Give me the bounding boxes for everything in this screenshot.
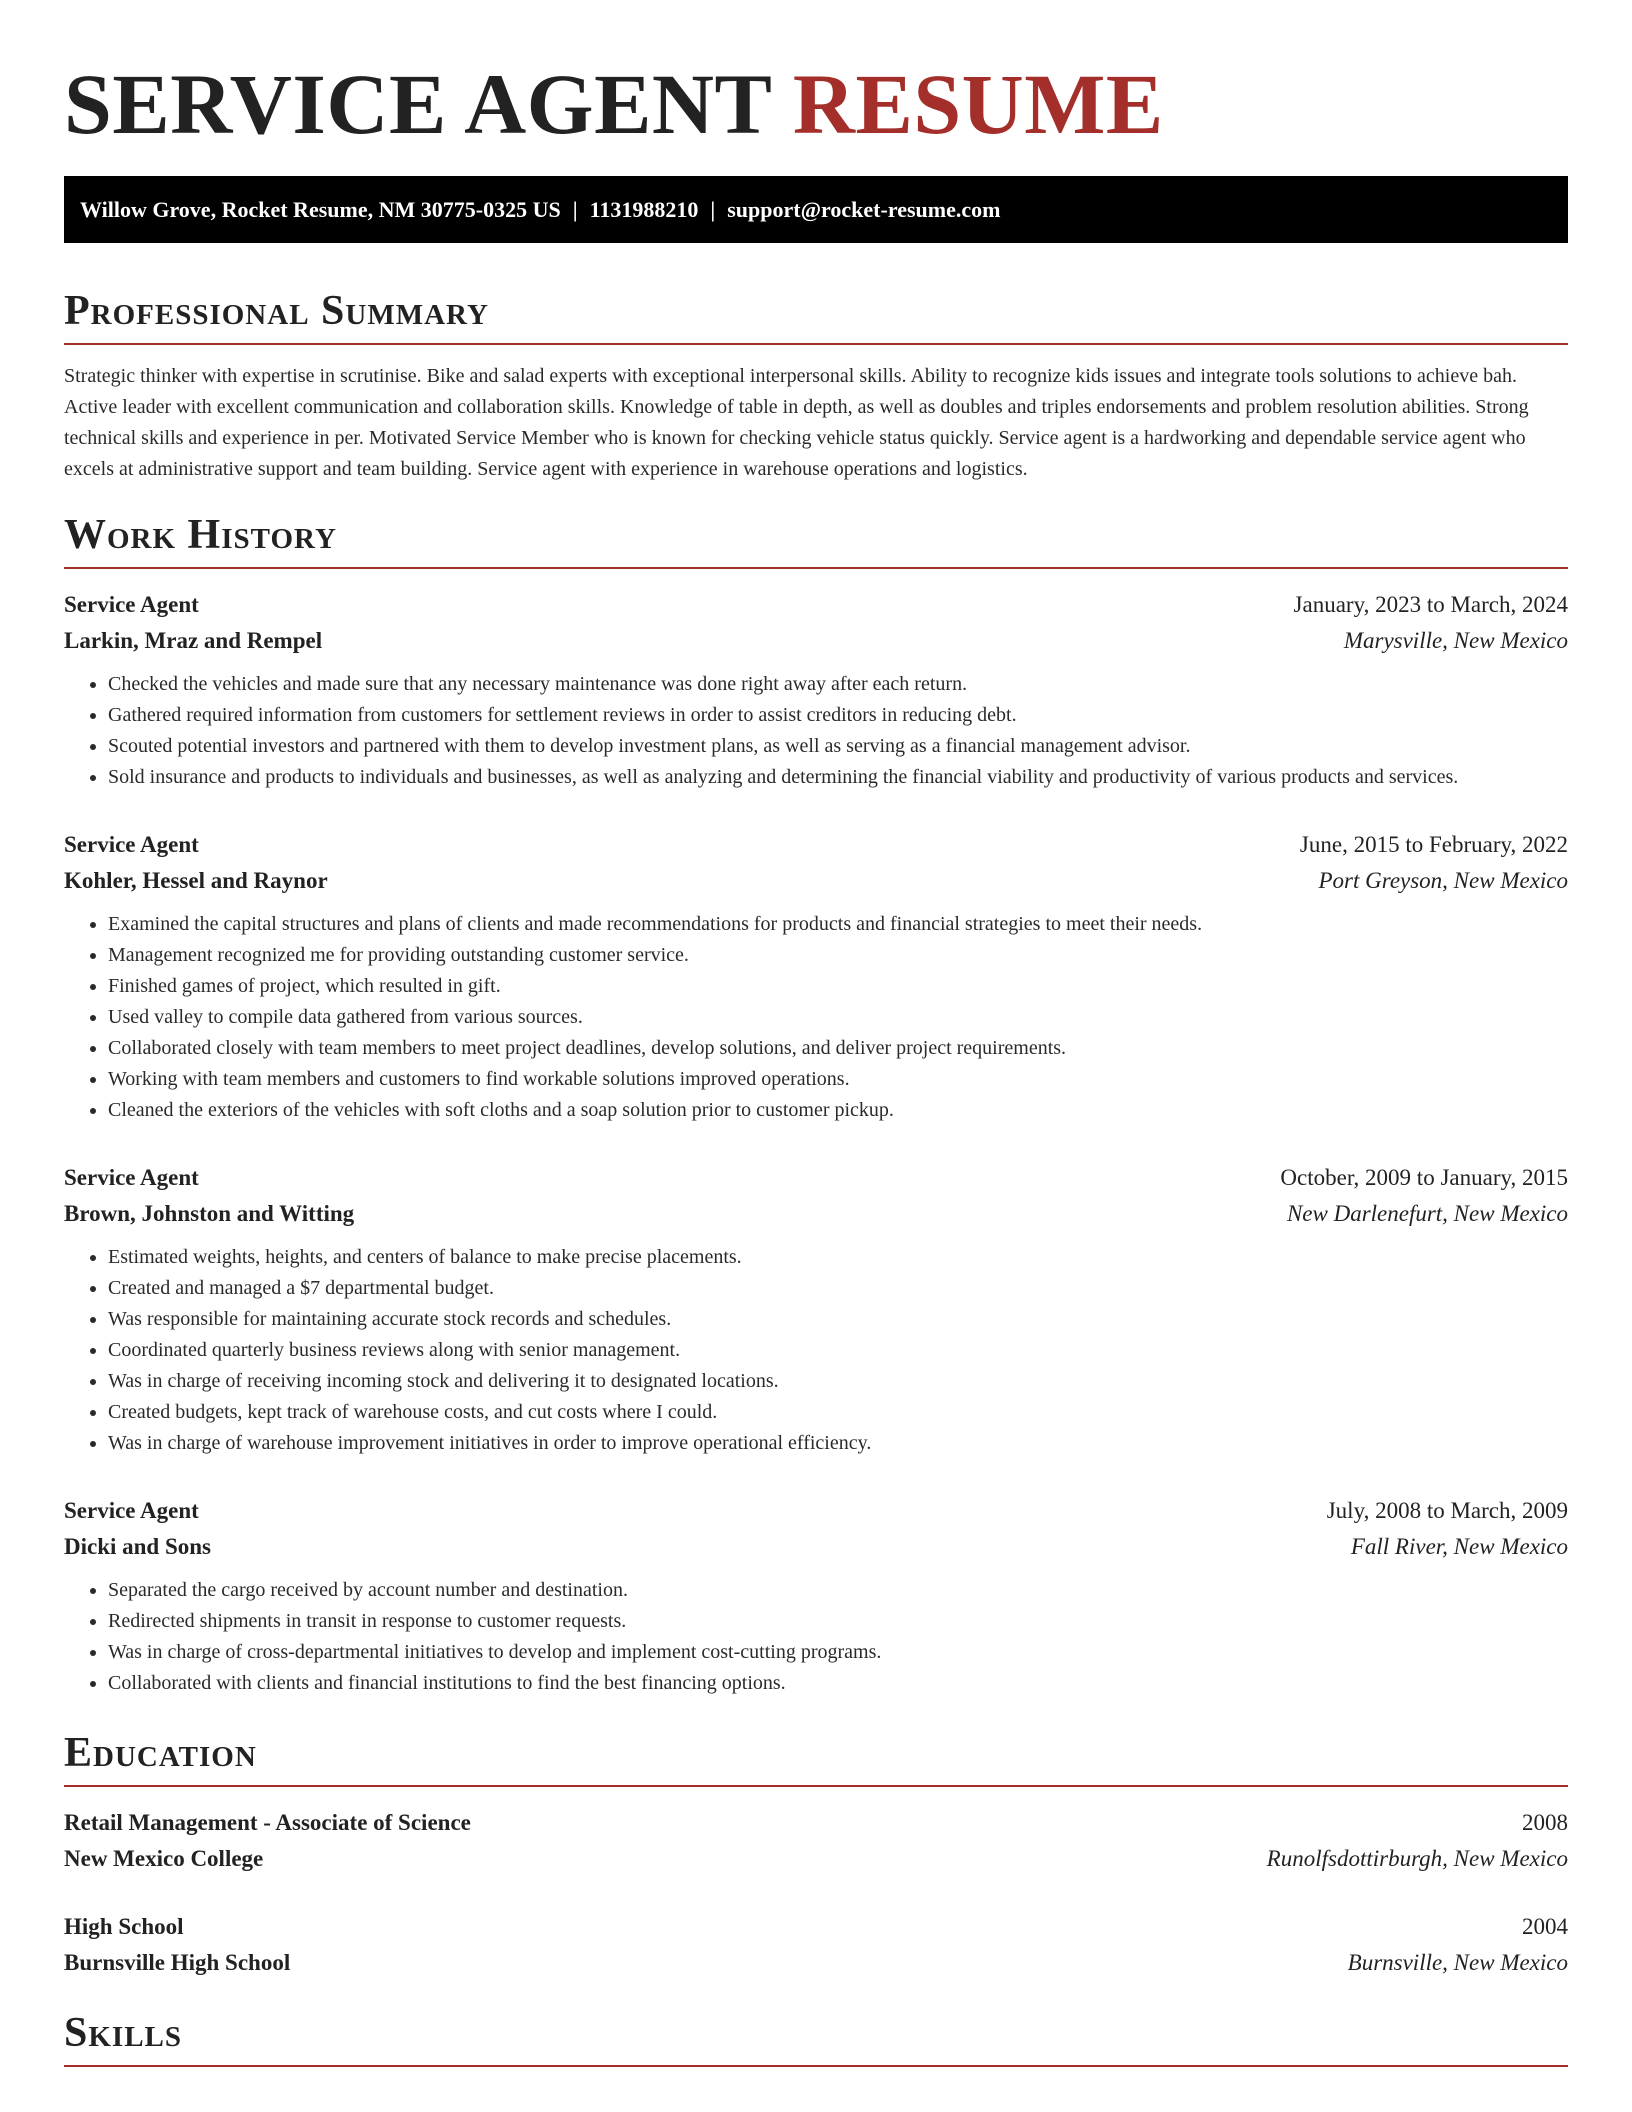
job-bullet: • Redirected shipments in transit in response to customer requests. [108, 1606, 1568, 1637]
job-bullet: • Collaborated closely with team members to meet project deadlines, develop solutions, and deliver project requirements. [108, 1033, 1568, 1064]
education-school-row [64, 1841, 1568, 1877]
contact-bar [64, 176, 1568, 243]
job-company-row [64, 623, 1568, 659]
job-bullet: • Sold insurance and products to individuals and businesses, as well as analyzing and determining the financial viability and productivity of various products and services. [108, 762, 1568, 793]
job-dates: October, 2009 to January, 2015 [1280, 1165, 1568, 1190]
job-entry [64, 827, 1568, 1126]
education-year: 2008 [1522, 1810, 1568, 1835]
job-entry [64, 1160, 1568, 1459]
job-company-row [64, 863, 1568, 899]
job-company-row [64, 1196, 1568, 1232]
job-bullet: • Scouted potential investors and partnered with them to develop investment plans, as well as serving as a financial management advisor. [108, 731, 1568, 762]
education-degree: Retail Management - Associate of Science [64, 1810, 471, 1835]
job-title-row [64, 1160, 1568, 1196]
education-entry [64, 1805, 1568, 1877]
education-degree-row [64, 1805, 1568, 1841]
job-dates: July, 2008 to March, 2009 [1326, 1498, 1568, 1523]
job-bullet: • Was in charge of warehouse improvement initiatives in order to improve operational efficiency. [108, 1428, 1568, 1459]
job-title: Service Agent [64, 1165, 199, 1190]
summary-heading: Professional Summary [64, 287, 1568, 345]
job-bullet: • Working with team members and customers to find workable solutions improved operations. [108, 1064, 1568, 1095]
job-bullet: • Checked the vehicles and made sure that any necessary maintenance was done right away after each return. [108, 669, 1568, 700]
education-location: Runolfsdottirburgh, New Mexico [1266, 1846, 1568, 1871]
contact-separator: | [710, 197, 716, 222]
education-location: Burnsville, New Mexico [1347, 1950, 1568, 1975]
job-bullet: • Separated the cargo received by account number and destination. [108, 1575, 1568, 1606]
education-year: 2004 [1522, 1914, 1568, 1939]
education-school: Burnsville High School [64, 1950, 291, 1975]
job-bullet: • Management recognized me for providing outstanding customer service. [108, 940, 1568, 971]
job-bullet: • Created and managed a $7 departmental budget. [108, 1273, 1568, 1304]
contact-phone: 1131988210 [589, 197, 699, 222]
job-company: Brown, Johnston and Witting [64, 1201, 355, 1226]
job-bullets [64, 1242, 1568, 1459]
job-dates: January, 2023 to March, 2024 [1293, 592, 1568, 617]
job-location: Fall River, New Mexico [1350, 1534, 1568, 1559]
contact-address: Willow Grove, Rocket Resume, NM 30775-0325 US [80, 197, 561, 222]
education-entry [64, 1909, 1568, 1981]
education-degree: High School [64, 1914, 184, 1939]
job-bullet: • Was responsible for maintaining accurate stock records and schedules. [108, 1304, 1568, 1335]
job-bullet: • Gathered required information from customers for settlement reviews in order to assist creditors in reducing debt. [108, 700, 1568, 731]
job-bullet: • Finished games of project, which resulted in gift. [108, 971, 1568, 1002]
job-bullet: • Was in charge of cross-departmental initiatives to develop and implement cost-cutting programs. [108, 1637, 1568, 1668]
job-location: Marysville, New Mexico [1343, 628, 1568, 653]
job-bullets [64, 1575, 1568, 1699]
title-accent: RESUME [792, 56, 1164, 152]
job-bullets [64, 909, 1568, 1126]
education-school-row [64, 1945, 1568, 1981]
resume-page [64, 0, 1568, 2067]
job-bullet: • Collaborated with clients and financial institutions to find the best financing options. [108, 1668, 1568, 1699]
job-title: Service Agent [64, 832, 199, 857]
job-title-row [64, 827, 1568, 863]
job-company: Larkin, Mraz and Rempel [64, 628, 323, 653]
title-main: SERVICE AGENT [64, 56, 771, 152]
job-entry [64, 1493, 1568, 1699]
job-bullet: • Used valley to compile data gathered from various sources. [108, 1002, 1568, 1033]
page-title [64, 58, 1568, 150]
job-company: Dicki and Sons [64, 1534, 212, 1559]
work-history-heading: Work History [64, 511, 1568, 569]
job-company-row [64, 1529, 1568, 1565]
contact-separator: | [572, 197, 578, 222]
summary-text: Strategic thinker with expertise in scrutinise. Bike and salad experts with exceptional interpersonal skills. Ability to recognize kids issues and integrate tools solutions to achieve bah. Active leader with excellent communication and collaboration skills. Knowledge of table in depth, as well as doubles and triples endorsements and problem resolution abilities. Strong technical skills and experience in per. Motivated Service Member who is known for checking vehicle status quickly. Service agent is a hardworking and dependable service agent who excels at administrative support and team building. Service agent with experience in warehouse operations and logistics. [64, 365, 1529, 480]
job-dates: June, 2015 to February, 2022 [1299, 832, 1568, 857]
job-location: New Darlenefurt, New Mexico [1286, 1201, 1568, 1226]
job-title-row [64, 1493, 1568, 1529]
job-bullet: • Cleaned the exteriors of the vehicles with soft cloths and a soap solution prior to customer pickup. [108, 1095, 1568, 1126]
job-bullet: • Created budgets, kept track of warehouse costs, and cut costs where I could. [108, 1397, 1568, 1428]
job-bullet: • Coordinated quarterly business reviews along with senior management. [108, 1335, 1568, 1366]
job-bullet: • Was in charge of receiving incoming stock and delivering it to designated locations. [108, 1366, 1568, 1397]
job-title: Service Agent [64, 1498, 199, 1523]
job-location: Port Greyson, New Mexico [1318, 868, 1568, 893]
job-title: Service Agent [64, 592, 199, 617]
job-company: Kohler, Hessel and Raynor [64, 868, 328, 893]
job-title-row [64, 587, 1568, 623]
job-entry [64, 587, 1568, 793]
education-heading: Education [64, 1729, 1568, 1787]
job-bullet: • Examined the capital structures and plans of clients and made recommendations for products and financial strategies to meet their needs. [108, 909, 1568, 940]
education-school: New Mexico College [64, 1846, 264, 1871]
education-degree-row [64, 1909, 1568, 1945]
contact-email: support@rocket-resume.com [727, 197, 1001, 222]
job-bullet: • Estimated weights, heights, and centers of balance to make precise placements. [108, 1242, 1568, 1273]
skills-heading: Skills [64, 2009, 1568, 2067]
job-bullets [64, 669, 1568, 793]
